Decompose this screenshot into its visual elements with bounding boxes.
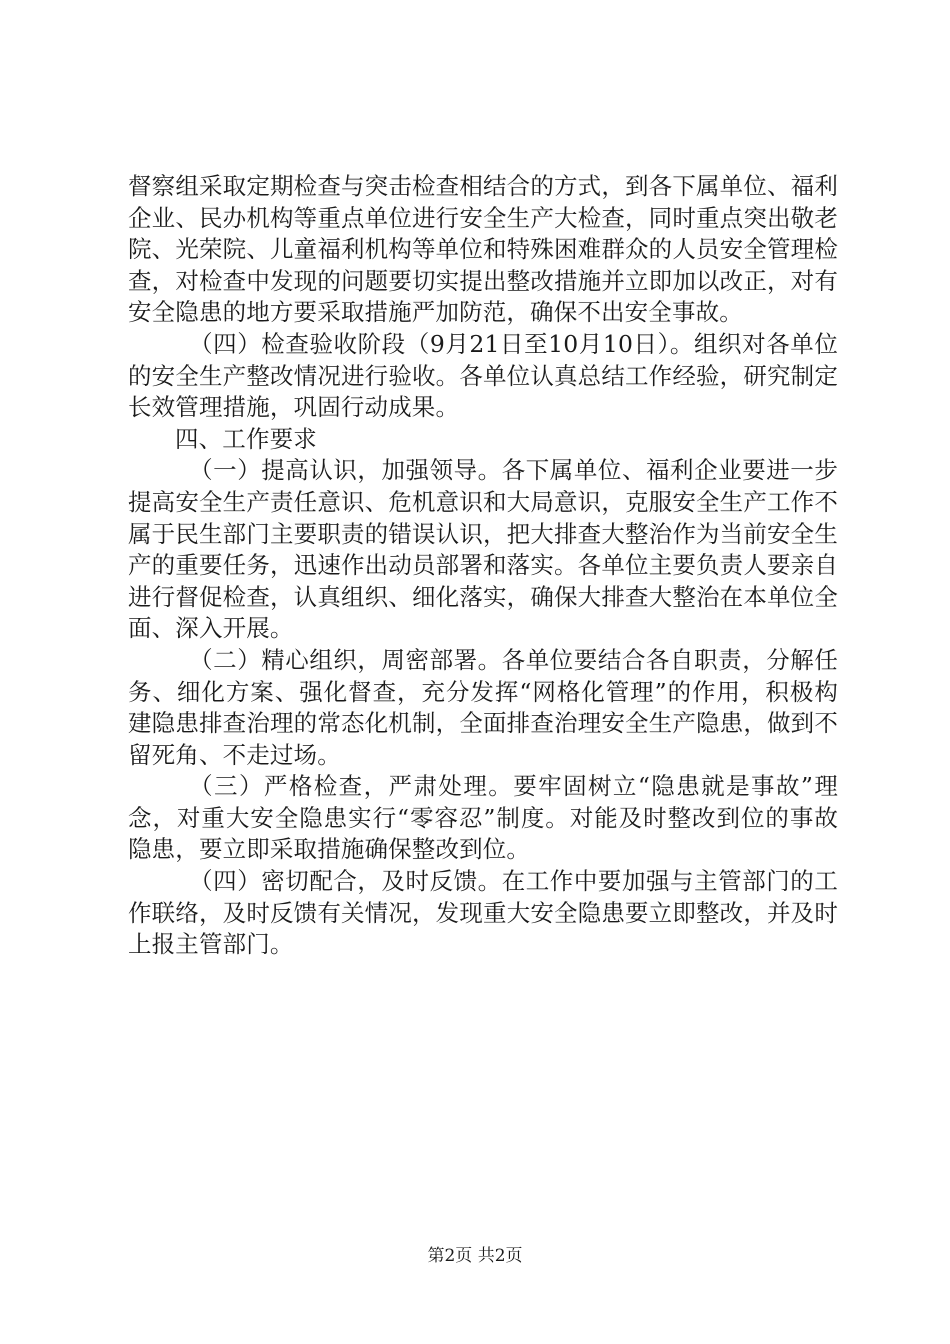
paragraph-inspection-method: 督察组采取定期检查与突击检查相结合的方式，到各下属单位、福利企业、民办机构等重点单位进行安全生产大检查，同时重点突出敬老院、光荣院、儿童福利机构等单位和特殊困难群众的人员安全管理检查，对检查中发现的问题要切实提出整改措施并立即加以改正，对有安全隐患的地方要采取措施严加防范，确保不出安全事故。 (128, 172, 838, 327)
paragraph-requirement-1: （一）提高认识，加强领导。各下属单位、福利企业要进一步提高安全生产责任意识、危机意识和大局意识，克服安全生产工作不属于民生部门主要职责的错误认识，把大排查大整治作为当前安全生产的重要任务，迅速作出动员部署和落实。各单位主要负责人要亲自进行督促检查，认真组织、细化落实，确保大排查大整治在本单位全面、深入开展。 (128, 456, 838, 643)
document-body (128, 171, 838, 961)
paragraph-requirement-2: （二）精心组织，周密部署。各单位要结合各自职责，分解任务、细化方案、强化督查，充分发挥“网格化管理”的作用，积极构建隐患排查治理的常态化机制，全面排查治理安全生产隐患，做到不留死角、不走过场。 (128, 645, 838, 769)
paragraph-acceptance-stage: （四）检查验收阶段（9月21日至10月10日）。组织对各单位的安全生产整改情况进行验收。各单位认真总结工作经验，研究制定长效管理措施，巩固行动成果。 (128, 329, 838, 422)
section-heading-work-requirements: 四、工作要求 (175, 424, 317, 453)
paragraph-requirement-3: （三）严格检查，严肃处理。要牢固树立“隐患就是事故”理念，对重大安全隐患实行“零容忍”制度。对能及时整改到位的事故隐患，要立即采取措施确保整改到位。 (128, 772, 838, 864)
paragraph-requirement-4: （四）密切配合，及时反馈。在工作中要加强与主管部门的工作联络，及时反馈有关情况，发现重大安全隐患要立即整改，并及时上报主管部门。 (128, 867, 838, 959)
page-number-footer: 第2页 共2页 (427, 1246, 523, 1266)
